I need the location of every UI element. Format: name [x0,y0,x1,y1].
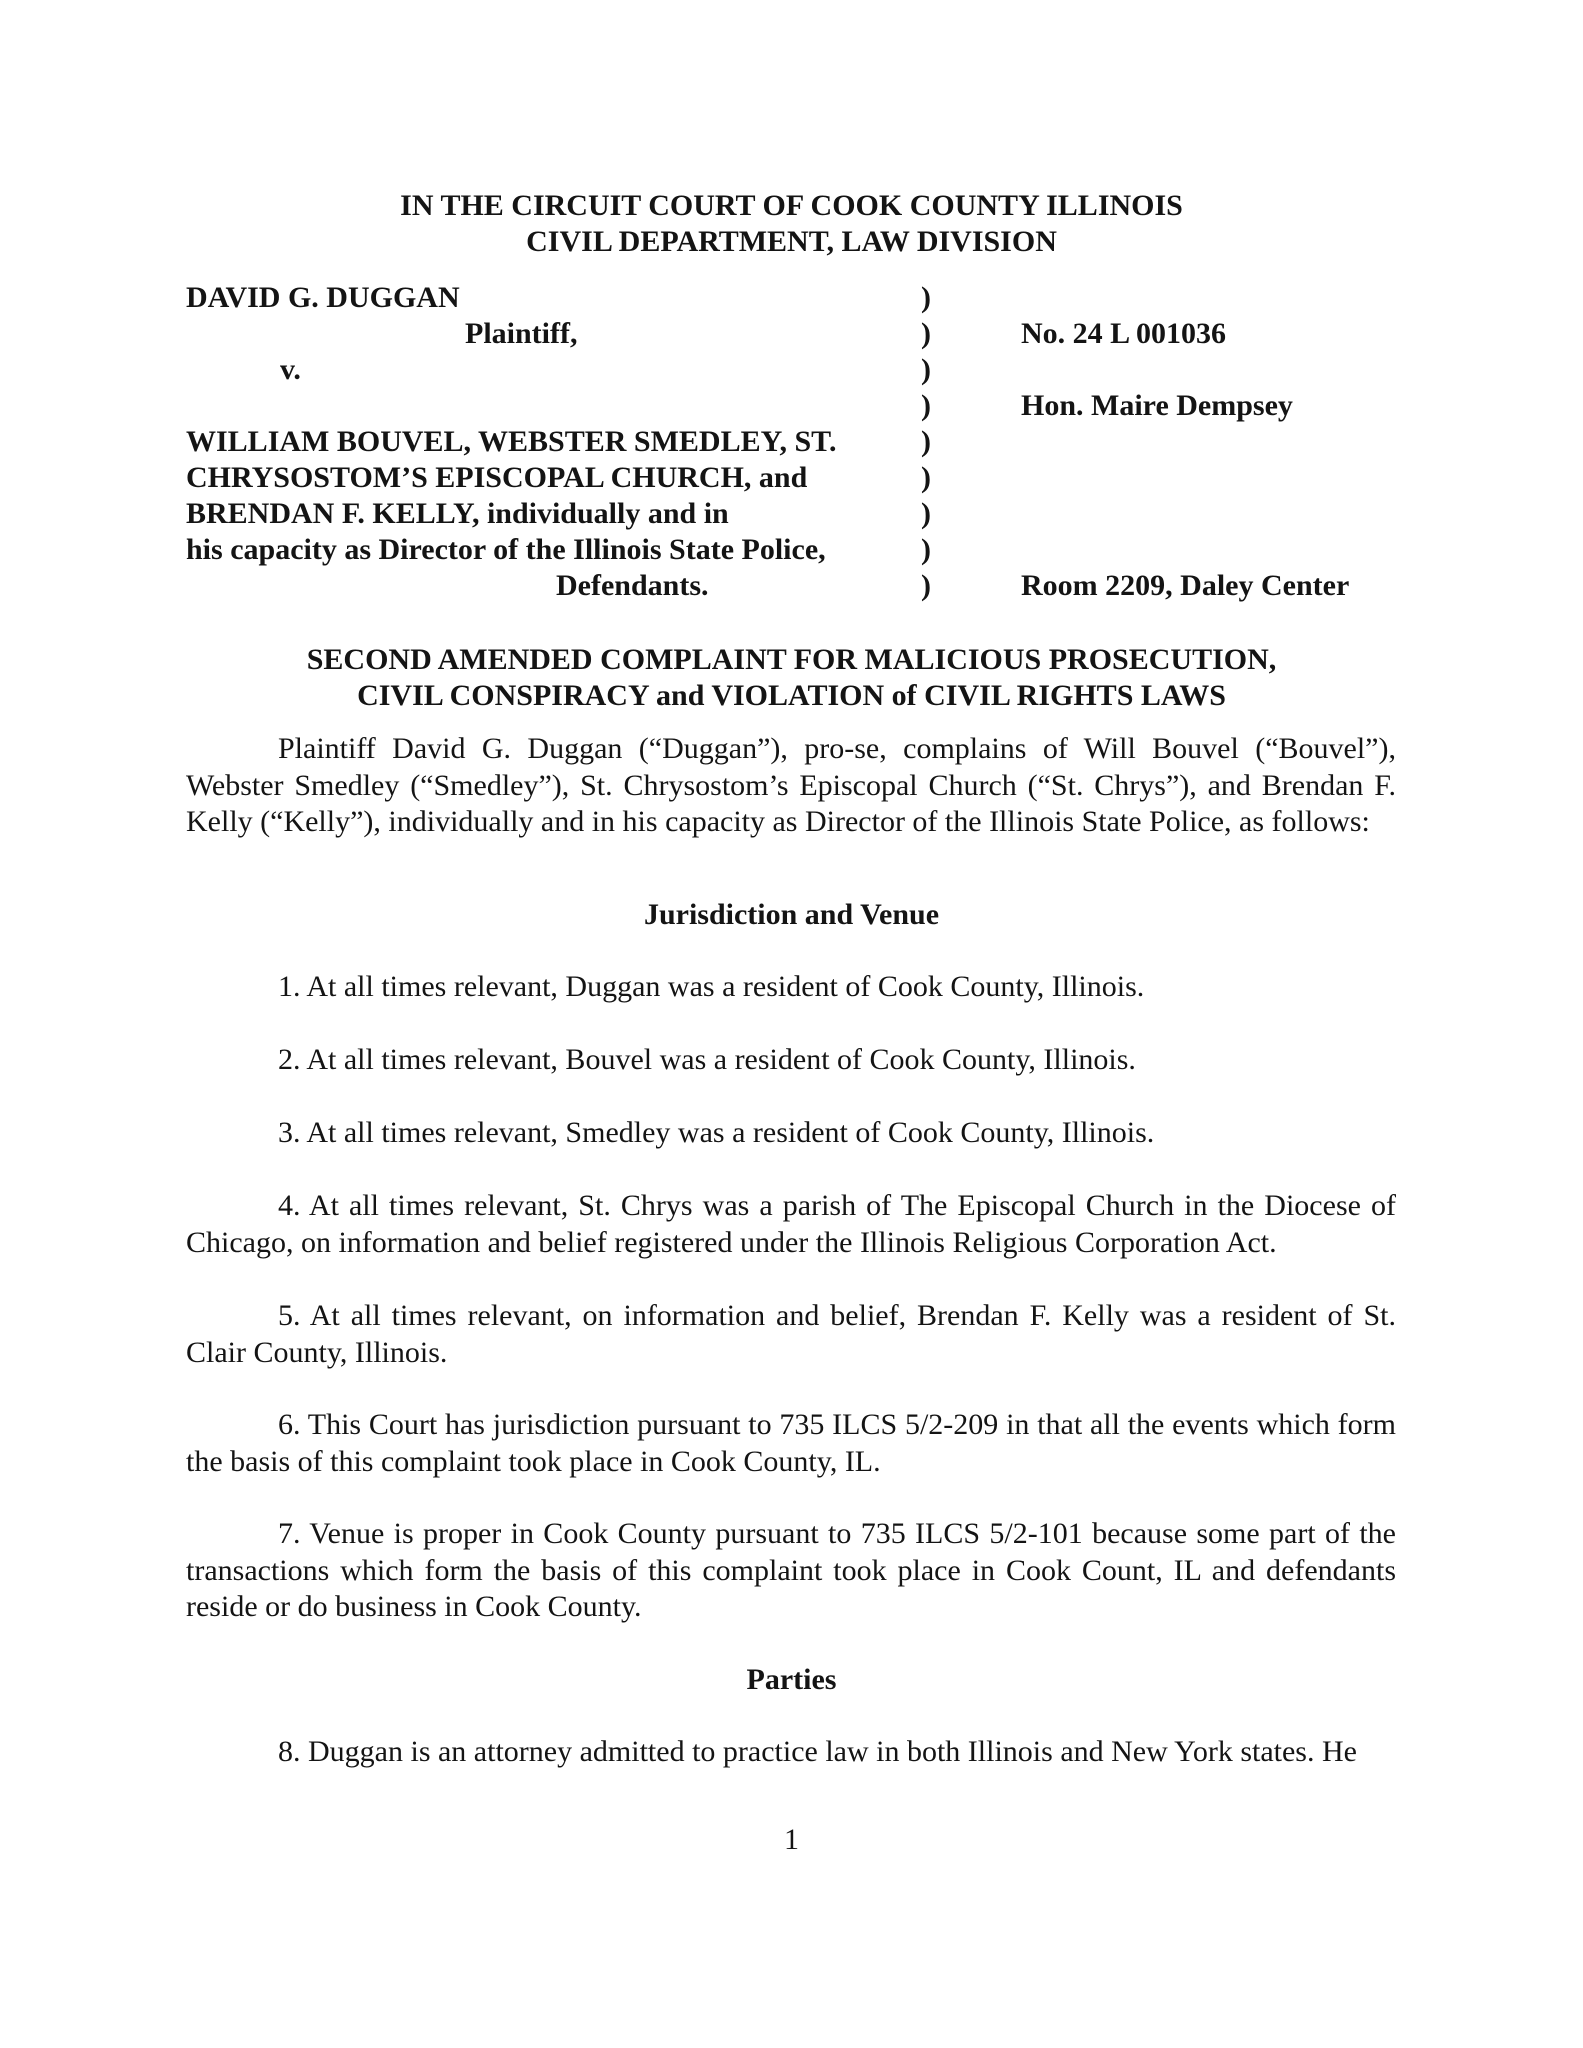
caption-paren: ) [921,569,931,602]
paragraph-2: 2. At all times relevant, Bouvel was a resident of Cook County, Illinois. [278,1043,1136,1076]
intro-paragraph: Plaintiff David G. Duggan (“Duggan”), pro-se, complains of Will Bouvel (“Bouvel”), Webster Smedley (“Smedley”), St. Chrysostom’s Episcopal Church (“St. Chrys”), and Brendan F. Kelly (“Kelly”), individually and in his capacity as Director of the Illinois State Police, as follows: [186,732,1396,838]
case-number: No. 24 L 001036 [1021,317,1227,350]
caption-paren: ) [921,281,931,314]
paragraph-1: 1. At all times relevant, Duggan was a resident of Cook County, Illinois. [278,970,1145,1003]
paragraph-6: 6. This Court has jurisdiction pursuant to 735 ILCS 5/2-209 in that all the events which form the basis of this complaint took place in Cook County, IL. [186,1408,1396,1478]
paragraph-4: 4. At all times relevant, St. Chrys was a parish of The Episcopal Church in the Diocese of Chicago, on information and belief registered under the Illinois Religious Corporation Act. [186,1189,1396,1259]
caption-paren: ) [921,317,931,350]
page-number: 1 [784,1823,799,1856]
defendants-line-3: BRENDAN F. KELLY, individually and in [186,497,729,530]
section-heading-jurisdiction: Jurisdiction and Venue [643,898,940,931]
judge-name: Hon. Maire Dempsey [1021,389,1293,422]
complaint-title-line-1: SECOND AMENDED COMPLAINT FOR MALICIOUS PROSECUTION, [306,643,1277,676]
caption-paren: ) [921,425,931,458]
caption-paren: ) [921,533,931,566]
versus: v. [280,353,301,386]
courtroom: Room 2209, Daley Center [1021,569,1350,602]
defendants-role: Defendants. [556,569,709,602]
caption-paren: ) [921,461,931,494]
caption-paren: ) [921,389,931,422]
caption-paren: ) [921,497,931,530]
section-heading-parties: Parties [746,1663,837,1696]
paragraph-5: 5. At all times relevant, on information and belief, Brendan F. Kelly was a resident of St. Clair County, Illinois. [186,1299,1396,1369]
paragraph-3: 3. At all times relevant, Smedley was a resident of Cook County, Illinois. [278,1116,1155,1149]
plaintiff-role: Plaintiff, [465,317,578,350]
defendants-line-1: WILLIAM BOUVEL, WEBSTER SMEDLEY, ST. [186,425,837,458]
defendants-line-4: his capacity as Director of the Illinois State Police, [186,533,826,566]
plaintiff-name: DAVID G. DUGGAN [186,281,460,314]
court-division: CIVIL DEPARTMENT, LAW DIVISION [526,225,1057,258]
paragraph-7: 7. Venue is proper in Cook County pursuant to 735 ILCS 5/2-101 because some part of the transactions which form the basis of this complaint took place in Cook Count, IL and defendants reside or do business in Cook County. [186,1517,1396,1623]
complaint-title-line-2: CIVIL CONSPIRACY and VIOLATION of CIVIL RIGHTS LAWS [357,679,1226,712]
caption-paren: ) [921,353,931,386]
defendants-line-2: CHRYSOSTOM’S EPISCOPAL CHURCH, and [186,461,808,494]
court-name: IN THE CIRCUIT COURT OF COOK COUNTY ILLINOIS [400,189,1183,222]
paragraph-8: 8. Duggan is an attorney admitted to practice law in both Illinois and New York states. He [278,1735,1357,1768]
